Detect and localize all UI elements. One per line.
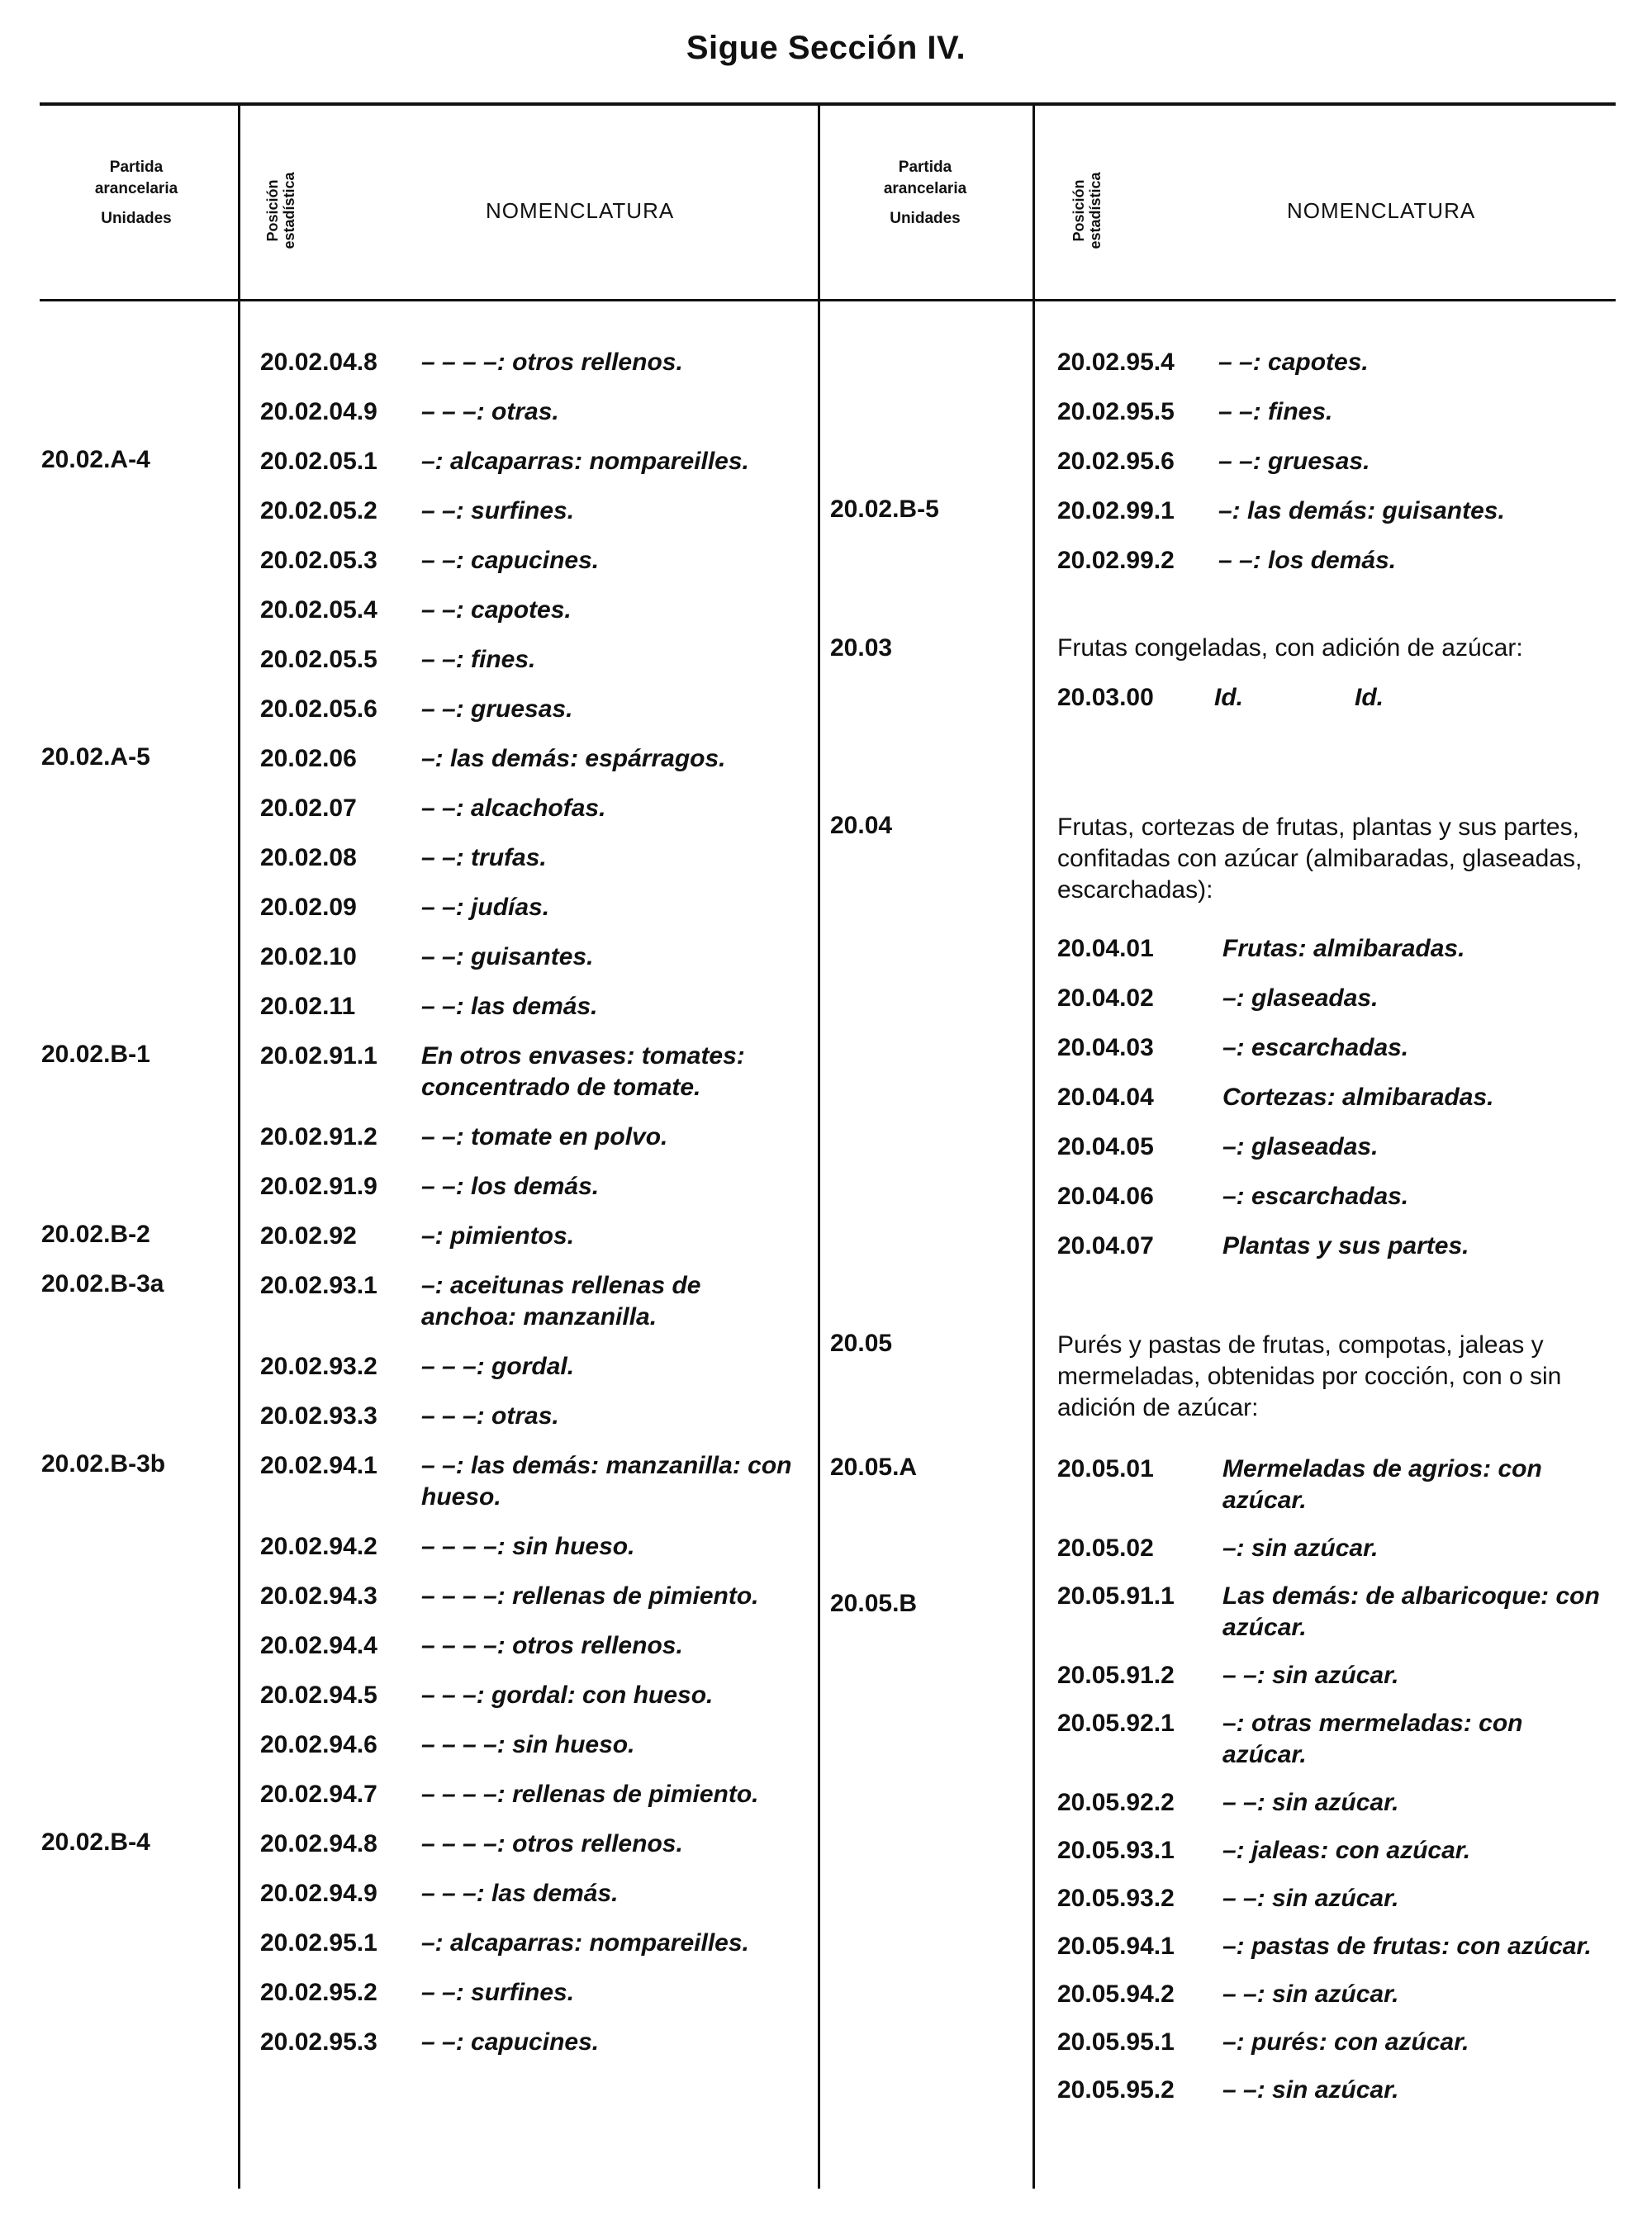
row-code: 20.02.95.1: [260, 1929, 377, 1957]
nomenclature-row: [260, 545, 801, 576]
row-description: – –: las demás: manzanilla: con hueso.: [421, 1452, 792, 1511]
row-code: 20.05.02: [1057, 1535, 1154, 1562]
nomenclature-row: [260, 743, 801, 775]
row-code: 20.02.94.2: [260, 1533, 377, 1560]
row-code: 20.05.92.2: [1057, 1789, 1175, 1816]
row-code: 20.05.95.1: [1057, 2028, 1175, 2056]
desc-id-a: Id.: [1214, 684, 1243, 711]
header-partida-line2: arancelaria: [883, 180, 967, 197]
row-code: 20.02.05.2: [260, 497, 377, 524]
row-description: –: alcaparras: nompareilles.: [421, 1929, 749, 1957]
row-code: 20.02.95.6: [1057, 448, 1175, 475]
nomenclature-row: [260, 991, 801, 1022]
nomenclature-row: [260, 644, 801, 676]
row-description: – –: sin azúcar.: [1222, 1789, 1399, 1816]
row-description: – – – –: sin hueso.: [421, 1731, 635, 1758]
row-description: – –: fines.: [421, 646, 536, 673]
row-code: 20.04.05: [1057, 1133, 1154, 1160]
row-description: – –: capotes.: [421, 596, 572, 624]
row-code: 20.02.05.4: [260, 596, 377, 624]
nomenclature-row: [1057, 1835, 1602, 1867]
col-divider-1: [238, 104, 240, 2189]
nomenclature-row: [260, 1221, 801, 1252]
header-rule: [40, 299, 1616, 301]
row-description: – –: las demás.: [421, 993, 598, 1020]
nomenclature-row: [1057, 2027, 1602, 2058]
nomenclature-row: [1057, 1533, 1602, 1564]
nomenclature-row: [260, 496, 801, 527]
nomenclature-row: [1057, 1979, 1602, 2010]
row-description: – –: sin azúcar.: [1222, 2076, 1399, 2104]
heading-20-03: [1057, 633, 1602, 714]
nomenclature-row: [260, 1450, 801, 1513]
row-code: 20.02.04.9: [260, 398, 377, 425]
header-partida-right: [826, 157, 1024, 230]
nomenclature-row: [260, 347, 801, 378]
nomenclature-row: [260, 1270, 801, 1333]
row-code: 20.05.01: [1057, 1455, 1154, 1482]
row-description: Cortezas: almibaradas.: [1222, 1084, 1494, 1111]
heading-20-04-text: Frutas, cortezas de frutas, plantas y sus partes, confitadas con azúcar (almibaradas, glaseadas, escarchadas):: [1057, 814, 1583, 904]
row-description: – –: capucines.: [421, 547, 600, 574]
row-description: Frutas: almibaradas.: [1222, 935, 1465, 962]
row-code: 20.05.94.2: [1057, 1980, 1175, 2008]
row-description: –: purés: con azúcar.: [1222, 2028, 1469, 2056]
row-description: –: sin azúcar.: [1222, 1535, 1379, 1562]
col-divider-2: [818, 104, 820, 2189]
partida-label: 20.02.B-1: [41, 1041, 150, 1068]
row-code: 20.05.91.2: [1057, 1662, 1175, 1689]
nomenclature-row: [260, 793, 801, 824]
row-code: 20.02.99.1: [1057, 497, 1175, 524]
nomenclature-row: [1057, 1181, 1602, 1212]
header-posicion-left: [264, 157, 297, 264]
row-code: 20.02.95.4: [1057, 349, 1175, 376]
heading-20-05: [1057, 1330, 1602, 1424]
row-20-03-00: [1057, 682, 1602, 714]
nomenclature-row: [260, 1680, 801, 1711]
row-description: Las demás: de albaricoque: con azúcar.: [1222, 1582, 1600, 1641]
row-code: 20.02.94.5: [260, 1682, 377, 1709]
row-description: –: alcaparras: nompareilles.: [421, 448, 749, 475]
nomenclature-row: [1057, 496, 1602, 527]
nomenclature-row: [260, 1531, 801, 1563]
nomenclature-row: [260, 892, 801, 923]
row-description: –: escarchadas.: [1222, 1183, 1409, 1210]
nomenclature-row: [1057, 1787, 1602, 1819]
row-code: 20.02.94.8: [260, 1830, 377, 1857]
nomenclature-row: [260, 1401, 801, 1432]
row-description: Plantas y sus partes.: [1222, 1232, 1469, 1259]
row-description: – – – –: otros rellenos.: [421, 349, 683, 376]
partida-label: 20.02.A-4: [41, 446, 150, 473]
row-code: 20.05.92.1: [1057, 1710, 1175, 1737]
row-description: – – –: otras.: [421, 398, 559, 425]
row-code: 20.02.93.2: [260, 1353, 377, 1380]
nomenclature-row: [260, 1977, 801, 2009]
row-description: – – –: otras.: [421, 1402, 559, 1430]
row-code: 20.02.94.3: [260, 1582, 377, 1610]
header-posicion-right: [1070, 157, 1104, 264]
row-code: 20.02.95.2: [260, 1979, 377, 2006]
partida-20-05-B: 20.05.B: [830, 1590, 918, 1617]
nomenclature-row: [260, 1729, 801, 1761]
row-description: Mermeladas de agrios: con azúcar.: [1222, 1455, 1542, 1514]
header-partida-line2: arancelaria: [94, 180, 178, 197]
partida-label: 20.02.B-3b: [41, 1450, 166, 1478]
nomenclature-row: [1057, 347, 1602, 378]
partida-label: 20.02.B-2: [41, 1221, 150, 1248]
nomenclature-row: [1057, 396, 1602, 428]
nomenclature-row: [1057, 933, 1602, 965]
nomenclature-row: [260, 1171, 801, 1202]
row-code: 20.02.11: [260, 993, 356, 1020]
partida-label: 20.02.B-4: [41, 1829, 150, 1856]
nomenclature-row: [1057, 1082, 1602, 1113]
row-code: 20.04.04: [1057, 1084, 1154, 1111]
row-code: 20.02.94.6: [260, 1731, 377, 1758]
row-description: – –: sin azúcar.: [1222, 1980, 1399, 2008]
nomenclature-row: [1057, 1032, 1602, 1064]
row-code: 20.02.99.2: [1057, 547, 1175, 574]
row-description: – –: fines.: [1218, 398, 1333, 425]
row-code: 20.02.94.4: [260, 1632, 377, 1659]
partida-label: 20.02.B-3a: [41, 1270, 164, 1297]
header-partida-line3: Unidades: [101, 210, 172, 227]
row-description: –: glaseadas.: [1222, 1133, 1379, 1160]
partida-20-02-B-5: 20.02.B-5: [830, 496, 939, 523]
header-partida-line1: Partida: [898, 159, 952, 176]
row-description: En otros envases: tomates: concentrado de tomate.: [421, 1042, 745, 1101]
partida-20-03: 20.03: [830, 634, 893, 662]
nomenclature-row: [260, 1779, 801, 1810]
header-partida-line3: Unidades: [890, 210, 961, 227]
row-code: 20.02.95.5: [1057, 398, 1175, 425]
row-description: –: escarchadas.: [1222, 1034, 1409, 1061]
row-code: 20.05.94.1: [1057, 1933, 1175, 1960]
row-description: – –: trufas.: [421, 844, 547, 871]
nomenclature-row: [260, 842, 801, 874]
nomenclature-row: [1057, 1231, 1602, 1262]
row-description: –: aceitunas rellenas de anchoa: manzanilla.: [421, 1272, 701, 1331]
nomenclature-row: [260, 2027, 801, 2058]
header-posicion-line2: estadística: [1087, 172, 1104, 249]
header-nomenclatura-right: NOMENCLATURA: [1287, 198, 1476, 223]
row-description: – –: capotes.: [1218, 349, 1369, 376]
row-description: –: glaseadas.: [1222, 984, 1379, 1012]
row-code: 20.02.91.9: [260, 1173, 377, 1200]
header-partida-left: [41, 157, 231, 230]
row-description: – –: surfines.: [421, 1979, 575, 2006]
row-code: 20.02.93.1: [260, 1272, 377, 1299]
row-code: 20.02.05.1: [260, 448, 377, 475]
row-code: 20.02.06: [260, 745, 357, 772]
heading-20-05-text: Purés y pastas de frutas, compotas, jaleas y mermeladas, obtenidas por cocción, con o sin adición de azúcar:: [1057, 1331, 1562, 1421]
row-code: 20.02.91.2: [260, 1123, 377, 1150]
row-description: – – –: gordal.: [421, 1353, 575, 1380]
header-nomenclatura-left: NOMENCLATURA: [486, 198, 675, 223]
nomenclature-row: [1057, 1883, 1602, 1914]
nomenclature-row: [1057, 1708, 1602, 1771]
nomenclature-row: [260, 1351, 801, 1383]
header-posicion-line2: estadística: [281, 172, 297, 249]
header-posicion-line1: Posición: [264, 179, 281, 242]
nomenclature-row: [260, 1041, 801, 1103]
nomenclature-row: [1057, 1454, 1602, 1516]
nomenclature-row: [260, 1878, 801, 1909]
row-code: 20.02.94.9: [260, 1880, 377, 1907]
nomenclature-row: [1057, 2075, 1602, 2106]
row-code: 20.02.95.3: [260, 2028, 377, 2056]
nomenclature-row: [260, 396, 801, 428]
row-code: 20.02.05.3: [260, 547, 377, 574]
row-description: – –: guisantes.: [421, 943, 594, 970]
nomenclature-row: [1057, 446, 1602, 477]
row-description: – –: judías.: [421, 894, 550, 921]
nomenclature-row: [260, 942, 801, 973]
nomenclature-row: [260, 1122, 801, 1153]
row-code: 20.02.08: [260, 844, 357, 871]
row-code: 20.05.91.1: [1057, 1582, 1175, 1610]
row-code: 20.04.01: [1057, 935, 1154, 962]
heading-20-04: [1057, 812, 1602, 906]
partida-20-05-A: 20.05.A: [830, 1454, 918, 1481]
row-code: 20.04.07: [1057, 1232, 1154, 1259]
row-description: – – –: las demás.: [421, 1880, 619, 1907]
row-code: 20.02.04.8: [260, 349, 377, 376]
row-description: –: pimientos.: [421, 1222, 575, 1250]
nomenclature-row: [260, 1630, 801, 1662]
row-code: 20.04.03: [1057, 1034, 1154, 1061]
nomenclature-row: [1057, 1131, 1602, 1163]
row-code: 20.04.02: [1057, 984, 1154, 1012]
row-code: 20.02.94.7: [260, 1781, 377, 1808]
nomenclature-row: [1057, 1931, 1602, 1962]
header-posicion-line1: Posición: [1070, 179, 1087, 242]
row-description: –: pastas de frutas: con azúcar.: [1222, 1933, 1592, 1960]
nomenclature-row: [1057, 545, 1602, 576]
top-rule: [40, 102, 1616, 106]
right-list-95: [1057, 347, 1602, 595]
row-code: 20.05.93.2: [1057, 1885, 1175, 1912]
row-code: 20.02.07: [260, 795, 357, 822]
row-code: 20.02.91.1: [260, 1042, 377, 1070]
nomenclature-row: [260, 1581, 801, 1612]
nomenclature-row: [260, 595, 801, 626]
row-description: – –: los demás.: [421, 1173, 600, 1200]
nomenclature-row: [1057, 1660, 1602, 1691]
row-code: 20.05.95.2: [1057, 2076, 1175, 2104]
row-description: – –: capucines.: [421, 2028, 600, 2056]
row-code: 20.02.94.1: [260, 1452, 377, 1479]
row-description: – – – –: rellenas de pimiento.: [421, 1582, 759, 1610]
row-description: –: jaleas: con azúcar.: [1222, 1837, 1471, 1864]
row-description: – –: sin azúcar.: [1222, 1885, 1399, 1912]
partida-20-05: 20.05: [830, 1330, 893, 1357]
nomenclature-row: [1057, 1581, 1602, 1644]
row-description: – –: alcachofas.: [421, 795, 606, 822]
row-description: – –: gruesas.: [1218, 448, 1370, 475]
row-description: – –: tomate en polvo.: [421, 1123, 668, 1150]
left-nomenclature-list: [260, 347, 801, 2076]
row-code: 20.02.93.3: [260, 1402, 377, 1430]
desc-id-b: Id.: [1355, 684, 1384, 711]
nomenclature-row: [260, 1829, 801, 1860]
header-partida-line1: Partida: [109, 159, 164, 176]
row-description: –: las demás: espárragos.: [421, 745, 726, 772]
nomenclature-row: [1057, 983, 1602, 1014]
partida-20-04: 20.04: [830, 812, 893, 839]
row-description: –: otras mermeladas: con azúcar.: [1222, 1710, 1523, 1768]
row-code: 20.05.93.1: [1057, 1837, 1175, 1864]
nomenclature-row: [260, 446, 801, 477]
row-code: 20.02.05.6: [260, 695, 377, 723]
row-code: 20.02.10: [260, 943, 357, 970]
page-title: Sigue Sección IV.: [686, 30, 966, 66]
row-code: 20.02.09: [260, 894, 357, 921]
code: 20.03.00: [1057, 684, 1154, 711]
heading-20-03-text: Frutas congeladas, con adición de azúcar:: [1057, 634, 1523, 662]
row-description: – –: sin azúcar.: [1222, 1662, 1399, 1689]
row-description: – – – –: rellenas de pimiento.: [421, 1781, 759, 1808]
col-divider-3: [1032, 104, 1035, 2189]
nomenclature-row: [260, 1928, 801, 1959]
right-list-04: [1057, 933, 1602, 1280]
row-code: 20.02.05.5: [260, 646, 377, 673]
row-description: – – –: gordal: con hueso.: [421, 1682, 714, 1709]
row-description: – –: gruesas.: [421, 695, 573, 723]
row-description: – – – –: sin hueso.: [421, 1533, 635, 1560]
row-description: – – – –: otros rellenos.: [421, 1632, 683, 1659]
row-description: – –: los demás.: [1218, 547, 1397, 574]
row-description: –: las demás: guisantes.: [1218, 497, 1505, 524]
row-code: 20.02.92: [260, 1222, 357, 1250]
nomenclature-row: [260, 694, 801, 725]
row-code: 20.04.06: [1057, 1183, 1154, 1210]
right-list-05: [1057, 1454, 1602, 2123]
row-description: – –: surfines.: [421, 497, 575, 524]
row-description: – – – –: otros rellenos.: [421, 1830, 683, 1857]
partida-label: 20.02.A-5: [41, 743, 150, 771]
